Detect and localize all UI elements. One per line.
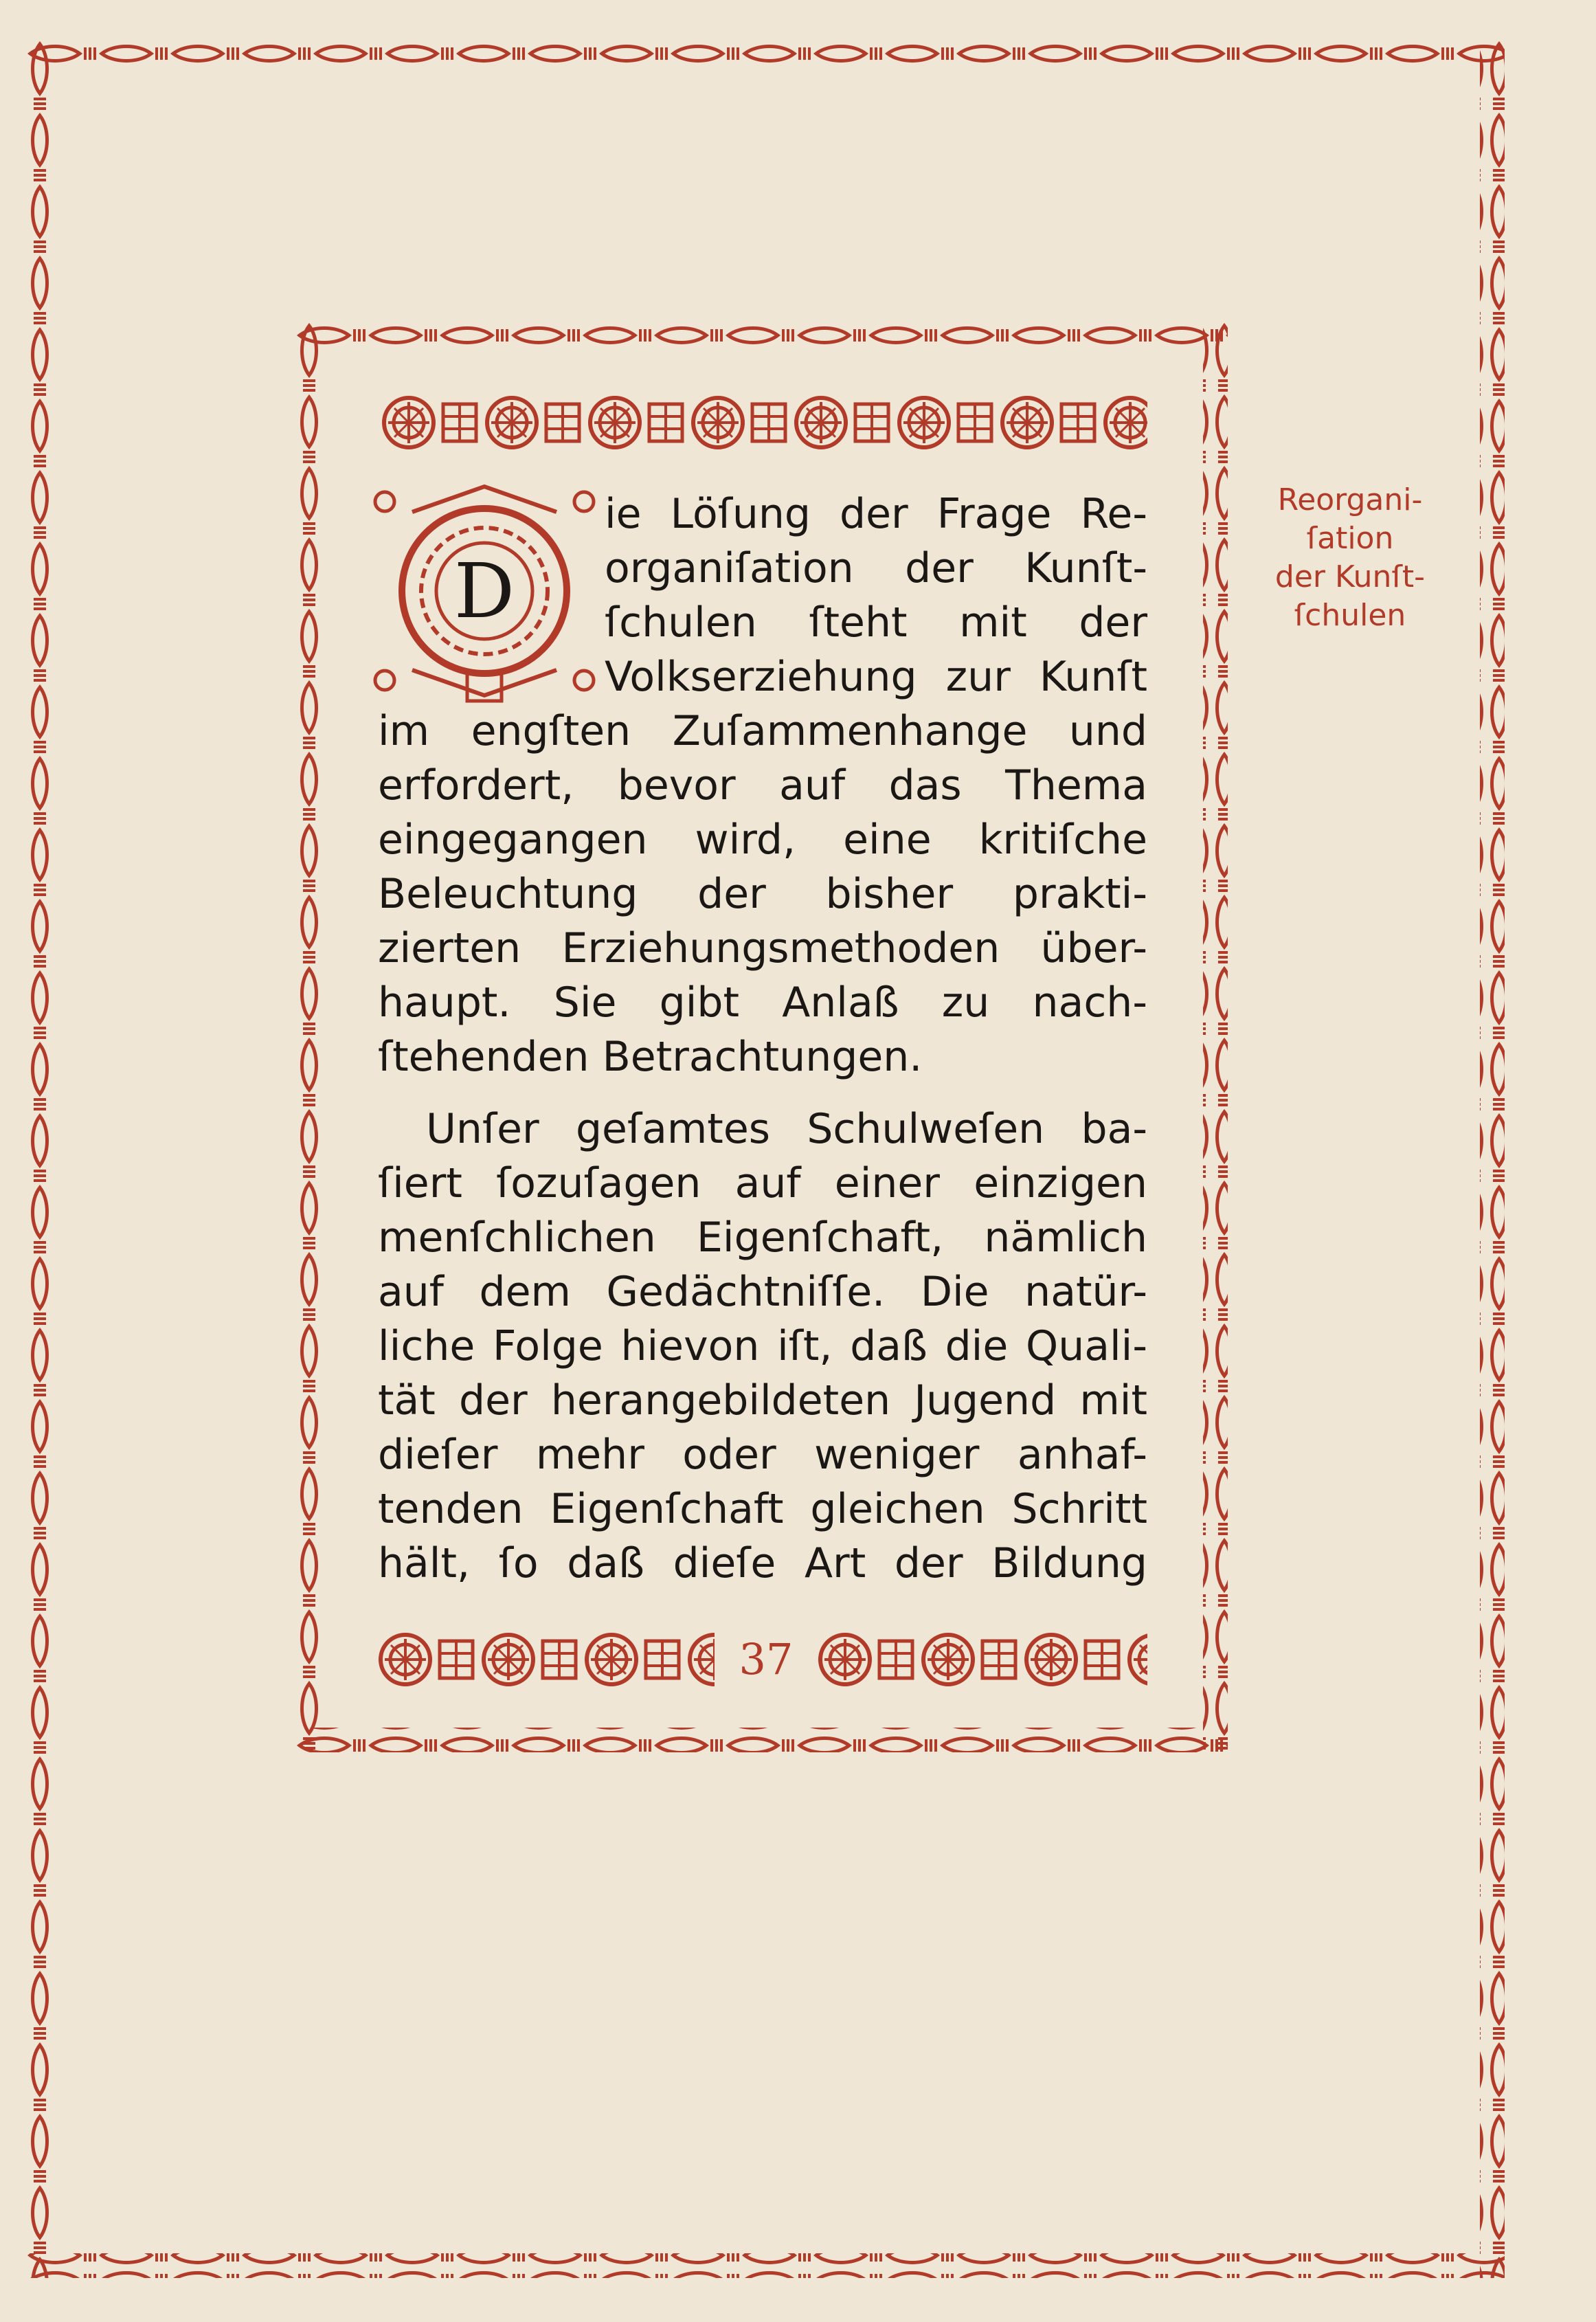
footer-rosette-band-left bbox=[378, 1629, 715, 1690]
body-line: haupt. Sie gibt Anlaß zu nach- bbox=[378, 979, 1147, 1027]
decorated-initial bbox=[371, 474, 598, 708]
body-line: ie Löſung der Frage Re- bbox=[605, 490, 1147, 538]
page-number: 37 bbox=[739, 1634, 794, 1684]
margin-note-line: Reorgani- bbox=[1277, 482, 1423, 517]
body-line: ſchulen ſteht mit der bbox=[605, 599, 1147, 647]
body-line: eingegangen wird, eine kritiſche bbox=[378, 816, 1147, 864]
body-line: tenden Eigenſchaft gleichen Schritt bbox=[378, 1485, 1147, 1533]
body-line: Beleuchtung der bisher prakti- bbox=[378, 870, 1147, 918]
header-rosette-band bbox=[381, 392, 1147, 454]
body-line: menſchlichen Eigenſchaft, nämlich bbox=[378, 1214, 1147, 1262]
margin-note-line: ſation bbox=[1306, 521, 1394, 556]
margin-note-line: ſchulen bbox=[1294, 598, 1406, 633]
body-line: organiſation der Kunſt- bbox=[605, 544, 1147, 592]
margin-note bbox=[1237, 481, 1463, 635]
body-line: Unſer geſamtes Schulweſen ba- bbox=[426, 1105, 1147, 1153]
body-line: zierten Erziehungsmethoden über- bbox=[378, 924, 1147, 972]
body-line: liche Folge hievon iſt, daß die Quali- bbox=[378, 1322, 1147, 1370]
body-line: ſtehenden Betrachtungen. bbox=[378, 1033, 923, 1081]
body-line: tät der herangebildeten Jugend mit bbox=[378, 1376, 1147, 1425]
body-line: Volkserziehung zur Kunſt bbox=[605, 653, 1147, 701]
margin-note-line: der Kunſt- bbox=[1274, 559, 1426, 594]
body-line: erfordert, bevor auf das Thema bbox=[378, 761, 1147, 810]
body-line: ſiert ſozuſagen auf einer einzigen bbox=[378, 1159, 1147, 1207]
body-line: auf dem Gedächtniſſe. Die natür- bbox=[378, 1268, 1147, 1316]
footer-rosette-band-right bbox=[818, 1629, 1147, 1690]
drop-cap-letter: D bbox=[453, 547, 515, 635]
body-line: dieſer mehr oder weniger anhaf- bbox=[378, 1431, 1147, 1479]
body-line: hält, ſo daß dieſe Art der Bildung bbox=[378, 1539, 1147, 1587]
body-line: im engſten Zuſammenhange und bbox=[378, 707, 1147, 755]
